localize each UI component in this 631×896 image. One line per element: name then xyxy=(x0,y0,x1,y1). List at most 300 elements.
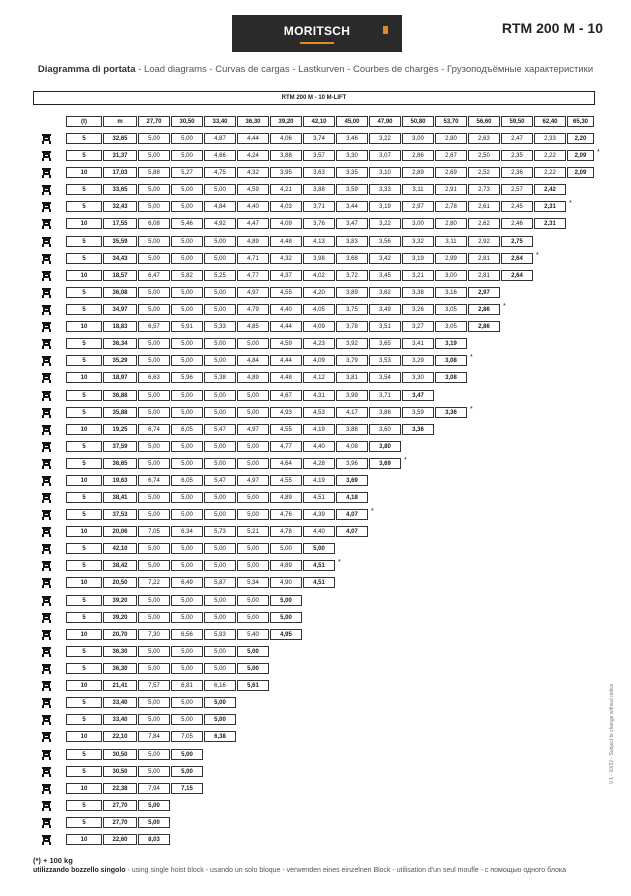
capacity-cell: 5,00 xyxy=(204,441,236,452)
load-cell: 5 xyxy=(66,201,102,212)
capacity-cell: 4,44 xyxy=(270,355,302,366)
radius-cell: 20,70 xyxy=(103,629,137,640)
capacity-cell: 5,93 xyxy=(204,629,236,640)
capacity-cell: 3,45 xyxy=(369,270,401,281)
capacity-cell: 2,97 xyxy=(468,287,500,298)
capacity-cell: 5,00 xyxy=(138,201,170,212)
radius-cell: 38,42 xyxy=(103,560,137,571)
capacity-cell: 3,62 xyxy=(369,287,401,298)
capacity-cell: 4,44 xyxy=(237,133,269,144)
capacity-cell: 4,76 xyxy=(270,509,302,520)
radius-cell: 34,43 xyxy=(103,253,137,264)
footnote: (*) + 100 kg xyxy=(33,856,73,865)
table-row xyxy=(0,218,631,229)
capacity-cell: 4,59 xyxy=(237,184,269,195)
capacity-cell: 5,00 xyxy=(138,646,170,657)
radius-cell: 36,88 xyxy=(103,390,137,401)
header-cell: (t) xyxy=(66,116,102,127)
capacity-cell: 7,05 xyxy=(138,526,170,537)
radius-cell: 19,63 xyxy=(103,475,137,486)
capacity-cell: 5,00 xyxy=(138,697,170,708)
table-row xyxy=(0,167,631,178)
capacity-cell: 4,19 xyxy=(303,475,335,486)
capacity-cell: 3,00 xyxy=(435,270,467,281)
capacity-cell: 5,00 xyxy=(171,407,203,418)
crane-config-icon xyxy=(41,800,52,811)
radius-cell: 42,10 xyxy=(103,543,137,554)
capacity-cell: 6,57 xyxy=(138,321,170,332)
radius-cell: 18,57 xyxy=(103,270,137,281)
radius-cell: 22,60 xyxy=(103,834,137,845)
capacity-cell: 3,16 xyxy=(435,287,467,298)
capacity-cell: 3,44 xyxy=(336,201,368,212)
capacity-cell: 4,66 xyxy=(204,150,236,161)
table-row xyxy=(0,834,631,845)
capacity-cell: 2,92 xyxy=(468,236,500,247)
load-cell: 5 xyxy=(66,509,102,520)
header-cell: 65,30 xyxy=(567,116,594,127)
capacity-cell: 5,00 xyxy=(204,236,236,247)
capacity-cell: 4,92 xyxy=(204,218,236,229)
radius-cell: 34,97 xyxy=(103,304,137,315)
capacity-cell: 4,09 xyxy=(270,218,302,229)
load-cell: 5 xyxy=(66,595,102,606)
capacity-cell: 5,00 xyxy=(171,304,203,315)
table-row xyxy=(0,680,631,691)
load-cell: 5 xyxy=(66,184,102,195)
capacity-cell: 4,23 xyxy=(303,338,335,349)
capacity-cell: 4,09 xyxy=(303,355,335,366)
capacity-cell: 3,42 xyxy=(369,253,401,264)
subtitle xyxy=(0,64,631,75)
capacity-cell: 5,00 xyxy=(171,150,203,161)
capacity-cell: 2,80 xyxy=(435,133,467,144)
capacity-cell: 3,47 xyxy=(336,218,368,229)
capacity-cell: 5,00 xyxy=(270,595,302,606)
radius-cell: 37,59 xyxy=(103,441,137,452)
capacity-cell: 5,00 xyxy=(171,355,203,366)
table-row xyxy=(0,407,631,418)
capacity-cell: 4,05 xyxy=(303,304,335,315)
capacity-cell: 3,63 xyxy=(303,167,335,178)
capacity-cell: 5,00 xyxy=(138,304,170,315)
header-cell: 30,50 xyxy=(171,116,203,127)
load-cell: 5 xyxy=(66,304,102,315)
capacity-cell: 5,00 xyxy=(138,236,170,247)
capacity-cell: 5,25 xyxy=(204,270,236,281)
subtitle-bold: Diagramma di portata xyxy=(37,64,136,75)
capacity-cell: 5,00 xyxy=(138,817,170,828)
capacity-cell: 3,88 xyxy=(336,424,368,435)
capacity-cell: 4,67 xyxy=(270,390,302,401)
crane-config-icon xyxy=(41,372,52,383)
load-cell: 5 xyxy=(66,338,102,349)
star-marker: * xyxy=(470,405,473,413)
capacity-cell: 3,89 xyxy=(336,287,368,298)
capacity-cell: 4,40 xyxy=(270,304,302,315)
radius-cell: 20,06 xyxy=(103,526,137,537)
table-row xyxy=(0,390,631,401)
capacity-cell: 5,00 xyxy=(171,543,203,554)
capacity-cell: 3,32 xyxy=(402,236,434,247)
load-cell: 5 xyxy=(66,560,102,571)
capacity-cell: 4,07 xyxy=(336,526,368,537)
capacity-cell: 5,00 xyxy=(171,236,203,247)
capacity-cell: 3,11 xyxy=(435,236,467,247)
capacity-cell: 2,69 xyxy=(435,167,467,178)
capacity-cell: 5,00 xyxy=(204,560,236,571)
crane-config-icon xyxy=(41,390,52,401)
crane-config-icon xyxy=(41,680,52,691)
capacity-cell: 3,92 xyxy=(336,338,368,349)
crane-config-icon xyxy=(41,783,52,794)
capacity-cell: 5,00 xyxy=(303,543,335,554)
star-marker: * xyxy=(569,200,572,208)
table-row xyxy=(0,201,631,212)
table-row xyxy=(0,817,631,828)
capacity-cell: 3,27 xyxy=(402,321,434,332)
capacity-cell: 5,00 xyxy=(171,612,203,623)
capacity-cell: 3,60 xyxy=(369,424,401,435)
capacity-cell: 4,06 xyxy=(270,133,302,144)
capacity-cell: 2,86 xyxy=(468,304,500,315)
capacity-cell: 6,74 xyxy=(138,424,170,435)
capacity-cell: 4,09 xyxy=(303,321,335,332)
load-cell: 5 xyxy=(66,749,102,760)
load-cell: 10 xyxy=(66,475,102,486)
capacity-cell: 2,09 xyxy=(567,150,594,161)
capacity-cell: 6,08 xyxy=(138,218,170,229)
capacity-cell: 5,00 xyxy=(171,714,203,725)
radius-cell: 37,53 xyxy=(103,509,137,520)
capacity-cell: 5,00 xyxy=(204,663,236,674)
radius-cell: 32,65 xyxy=(103,133,137,144)
capacity-cell: 2,50 xyxy=(468,150,500,161)
capacity-cell: 5,00 xyxy=(237,407,269,418)
capacity-cell: 4,55 xyxy=(270,287,302,298)
capacity-cell: 3,88 xyxy=(270,150,302,161)
capacity-cell: 4,24 xyxy=(237,150,269,161)
capacity-cell: 3,19 xyxy=(369,201,401,212)
capacity-cell: 5,00 xyxy=(138,749,170,760)
capacity-cell: 4,32 xyxy=(237,167,269,178)
header-cell: 42,10 xyxy=(303,116,335,127)
capacity-cell: 5,00 xyxy=(138,407,170,418)
capacity-cell: 5,00 xyxy=(204,612,236,623)
load-cell: 10 xyxy=(66,783,102,794)
load-cell: 5 xyxy=(66,407,102,418)
load-cell: 10 xyxy=(66,270,102,281)
capacity-cell: 4,77 xyxy=(270,441,302,452)
capacity-cell: 5,73 xyxy=(204,526,236,537)
capacity-cell: 3,47 xyxy=(402,390,434,401)
capacity-cell: 5,00 xyxy=(138,663,170,674)
capacity-cell: 4,20 xyxy=(303,287,335,298)
load-cell: 5 xyxy=(66,236,102,247)
capacity-cell: 5,00 xyxy=(204,595,236,606)
capacity-cell: 6,74 xyxy=(138,475,170,486)
capacity-cell: 5,00 xyxy=(171,441,203,452)
capacity-cell: 5,00 xyxy=(138,253,170,264)
capacity-cell: 4,31 xyxy=(303,390,335,401)
capacity-cell: 4,39 xyxy=(303,509,335,520)
header-cell: 53,70 xyxy=(435,116,467,127)
capacity-cell: 3,78 xyxy=(336,321,368,332)
capacity-cell: 4,79 xyxy=(237,304,269,315)
table-row xyxy=(0,338,631,349)
capacity-cell: 2,89 xyxy=(402,167,434,178)
capacity-cell: 5,96 xyxy=(171,372,203,383)
capacity-cell: 4,18 xyxy=(336,492,368,503)
header-cell: 56,60 xyxy=(468,116,500,127)
crane-config-icon xyxy=(41,424,52,435)
star-marker: * xyxy=(404,456,407,464)
radius-cell: 31,37 xyxy=(103,150,137,161)
capacity-cell: 5,00 xyxy=(204,543,236,554)
capacity-cell: 4,97 xyxy=(237,475,269,486)
capacity-cell: 5,00 xyxy=(237,390,269,401)
capacity-cell: 2,35 xyxy=(501,150,533,161)
capacity-cell: 3,19 xyxy=(435,338,467,349)
capacity-cell: 5,00 xyxy=(138,800,170,811)
capacity-cell: 2,61 xyxy=(468,201,500,212)
capacity-cell: 5,00 xyxy=(204,390,236,401)
capacity-cell: 3,35 xyxy=(336,167,368,178)
capacity-cell: 3,07 xyxy=(369,150,401,161)
crane-config-icon xyxy=(41,663,52,674)
crane-config-icon xyxy=(41,458,52,469)
capacity-cell: 5,00 xyxy=(204,714,236,725)
radius-cell: 35,88 xyxy=(103,407,137,418)
capacity-cell: 2,73 xyxy=(468,184,500,195)
capacity-cell: 2,09 xyxy=(567,167,594,178)
crane-config-icon xyxy=(41,338,52,349)
capacity-cell: 4,97 xyxy=(237,424,269,435)
star-marker: * xyxy=(503,302,506,310)
capacity-cell: 5,00 xyxy=(138,543,170,554)
load-cell: 5 xyxy=(66,458,102,469)
header-cell: 50,80 xyxy=(402,116,434,127)
capacity-cell: 4,07 xyxy=(336,509,368,520)
capacity-cell: 3,08 xyxy=(435,372,467,383)
radius-cell: 33,65 xyxy=(103,184,137,195)
load-cell: 5 xyxy=(66,133,102,144)
capacity-cell: 4,40 xyxy=(237,201,269,212)
logo-accent-mark xyxy=(383,26,388,34)
capacity-cell: 2,63 xyxy=(468,133,500,144)
capacity-cell: 3,59 xyxy=(336,184,368,195)
crane-config-icon xyxy=(41,714,52,725)
crane-config-icon xyxy=(41,201,52,212)
capacity-cell: 5,00 xyxy=(138,714,170,725)
capacity-cell: 3,53 xyxy=(369,355,401,366)
capacity-cell: 4,90 xyxy=(270,577,302,588)
capacity-cell: 5,00 xyxy=(204,646,236,657)
capacity-cell: 5,00 xyxy=(138,287,170,298)
capacity-cell: 3,51 xyxy=(369,321,401,332)
capacity-cell: 4,40 xyxy=(303,441,335,452)
capacity-cell: 4,89 xyxy=(237,372,269,383)
crane-config-icon xyxy=(41,526,52,537)
table-row xyxy=(0,150,631,161)
table-row xyxy=(0,646,631,657)
capacity-cell: 4,47 xyxy=(237,218,269,229)
header-cell: 59,50 xyxy=(501,116,533,127)
table-row xyxy=(0,543,631,554)
logo-accent-bar xyxy=(300,42,334,44)
table-row xyxy=(0,595,631,606)
capacity-cell: 6,49 xyxy=(171,577,203,588)
capacity-cell: 6,38 xyxy=(204,731,236,742)
capacity-cell: 3,80 xyxy=(369,441,401,452)
capacity-cell: 2,52 xyxy=(468,167,500,178)
footer-bold: utilizzando bozzello singolo xyxy=(33,867,126,874)
capacity-cell: 5,00 xyxy=(171,390,203,401)
capacity-cell: 5,34 xyxy=(237,577,269,588)
radius-cell: 35,29 xyxy=(103,355,137,366)
capacity-cell: 5,00 xyxy=(138,441,170,452)
capacity-cell: 4,48 xyxy=(270,372,302,383)
header-cell: 27,70 xyxy=(138,116,170,127)
capacity-cell: 5,00 xyxy=(171,749,203,760)
radius-cell: 36,30 xyxy=(103,646,137,657)
capacity-cell: 3,22 xyxy=(369,133,401,144)
table-row xyxy=(0,526,631,537)
crane-config-icon xyxy=(41,612,52,623)
moritsch-logo xyxy=(232,15,402,52)
radius-cell: 21,41 xyxy=(103,680,137,691)
table-row xyxy=(0,270,631,281)
table-row xyxy=(0,697,631,708)
capacity-cell: 3,74 xyxy=(303,133,335,144)
subtitle-rest: - Load diagrams - Curvas de cargas - Lastkurven - Courbes de charges - Грузоподъёмные характеристики xyxy=(135,64,594,75)
crane-config-icon xyxy=(41,697,52,708)
capacity-cell: 6,56 xyxy=(171,629,203,640)
capacity-cell: 5,00 xyxy=(237,560,269,571)
capacity-cell: 5,00 xyxy=(204,253,236,264)
capacity-cell: 6,16 xyxy=(204,680,236,691)
capacity-cell: 3,49 xyxy=(369,304,401,315)
capacity-cell: 3,88 xyxy=(303,184,335,195)
capacity-cell: 3,30 xyxy=(402,372,434,383)
capacity-cell: 3,36 xyxy=(402,424,434,435)
star-marker: * xyxy=(470,354,473,362)
capacity-cell: 5,00 xyxy=(171,697,203,708)
capacity-cell: 5,00 xyxy=(237,595,269,606)
capacity-cell: 7,30 xyxy=(138,629,170,640)
load-cell: 5 xyxy=(66,612,102,623)
radius-cell: 18,83 xyxy=(103,321,137,332)
capacity-cell: 2,47 xyxy=(501,133,533,144)
capacity-cell: 3,33 xyxy=(369,184,401,195)
capacity-cell: 4,89 xyxy=(270,492,302,503)
crane-config-icon xyxy=(41,287,52,298)
crane-config-icon xyxy=(41,407,52,418)
radius-cell: 33,40 xyxy=(103,714,137,725)
radius-cell: 17,55 xyxy=(103,218,137,229)
capacity-cell: 4,12 xyxy=(303,372,335,383)
capacity-cell: 3,38 xyxy=(402,287,434,298)
crane-config-icon xyxy=(41,731,52,742)
header-cell: m xyxy=(103,116,137,127)
capacity-cell: 4,48 xyxy=(270,236,302,247)
table-row xyxy=(0,492,631,503)
crane-config-icon xyxy=(41,646,52,657)
capacity-cell: 3,59 xyxy=(402,407,434,418)
table-row xyxy=(0,184,631,195)
capacity-cell: 5,00 xyxy=(237,338,269,349)
capacity-cell: 4,51 xyxy=(303,577,335,588)
load-cell: 5 xyxy=(66,714,102,725)
crane-config-icon xyxy=(41,577,52,588)
table-row xyxy=(0,372,631,383)
capacity-cell: 3,69 xyxy=(369,458,401,469)
load-cell: 5 xyxy=(66,817,102,828)
capacity-cell: 2,42 xyxy=(534,184,566,195)
header-cell: 62,40 xyxy=(534,116,566,127)
capacity-cell: 3,81 xyxy=(336,372,368,383)
capacity-cell: 2,20 xyxy=(567,133,594,144)
capacity-cell: 5,00 xyxy=(171,663,203,674)
capacity-cell: 5,00 xyxy=(138,458,170,469)
capacity-cell: 5,87 xyxy=(204,577,236,588)
capacity-cell: 5,46 xyxy=(171,218,203,229)
table-row xyxy=(0,509,631,520)
capacity-cell: 4,51 xyxy=(303,492,335,503)
capacity-cell: 5,00 xyxy=(171,287,203,298)
radius-cell: 36,30 xyxy=(103,663,137,674)
capacity-cell: 5,00 xyxy=(171,766,203,777)
table-row xyxy=(0,304,631,315)
capacity-cell: 5,00 xyxy=(138,560,170,571)
capacity-cell: 3,83 xyxy=(336,236,368,247)
capacity-cell: 5,61 xyxy=(237,680,269,691)
capacity-cell: 5,00 xyxy=(138,492,170,503)
capacity-cell: 2,62 xyxy=(468,218,500,229)
radius-cell: 38,41 xyxy=(103,492,137,503)
table-row xyxy=(0,766,631,777)
crane-config-icon xyxy=(41,509,52,520)
capacity-cell: 5,00 xyxy=(237,441,269,452)
capacity-cell: 5,00 xyxy=(171,492,203,503)
capacity-cell: 2,36 xyxy=(501,167,533,178)
capacity-cell: 4,03 xyxy=(270,201,302,212)
capacity-cell: 4,19 xyxy=(303,424,335,435)
load-cell: 5 xyxy=(66,646,102,657)
load-cell: 10 xyxy=(66,526,102,537)
capacity-cell: 5,00 xyxy=(204,355,236,366)
capacity-cell: 6,34 xyxy=(171,526,203,537)
table-row xyxy=(0,663,631,674)
load-cell: 5 xyxy=(66,663,102,674)
capacity-cell: 4,13 xyxy=(303,236,335,247)
capacity-cell: 5,00 xyxy=(171,253,203,264)
capacity-cell: 3,30 xyxy=(336,150,368,161)
table-row xyxy=(0,321,631,332)
radius-cell: 33,40 xyxy=(103,697,137,708)
table-row xyxy=(0,458,631,469)
table-row xyxy=(0,714,631,725)
header-cell: 39,20 xyxy=(270,116,302,127)
capacity-cell: 5,00 xyxy=(204,509,236,520)
capacity-cell: 5,00 xyxy=(171,646,203,657)
capacity-cell: 2,75 xyxy=(501,236,533,247)
radius-cell: 39,20 xyxy=(103,612,137,623)
capacity-cell: 6,63 xyxy=(138,372,170,383)
capacity-cell: 3,21 xyxy=(402,270,434,281)
capacity-cell: 5,00 xyxy=(204,407,236,418)
capacity-cell: 4,89 xyxy=(270,560,302,571)
